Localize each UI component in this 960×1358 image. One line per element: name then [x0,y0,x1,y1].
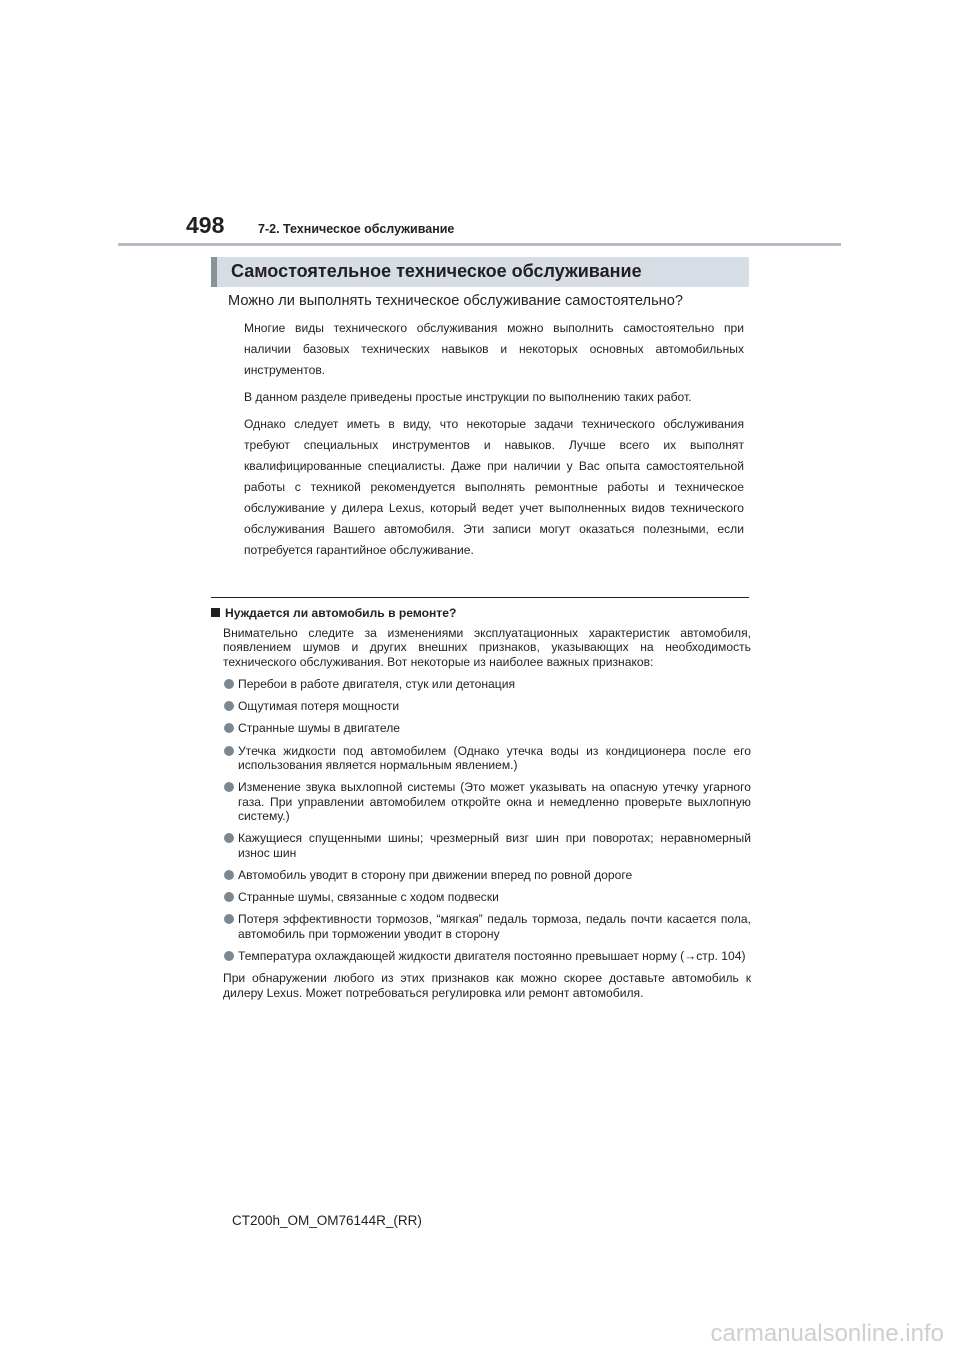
chapter-title: 7-2. Техническое обслуживание [258,222,455,236]
list-item [211,721,751,735]
list-item [211,744,751,773]
list-item [211,699,751,713]
list-item-text: Потеря эффективности тормозов, “мягкая” педаль тормоза, педаль почти касается пола, автомобиль при торможении уводит в сторону [238,912,751,941]
list-item-text: Утечка жидкости под автомобилем (Однако утечка воды из кондиционера после его использования является нормальным явлением.) [238,743,751,773]
intro-block [244,318,744,567]
list-item [211,677,751,691]
subsection-heading-text: Нуждается ли автомобиль в ремонте? [225,606,457,620]
repair-subsection [211,606,751,1000]
list-item-text: Изменение звука выхлопной системы (Это может указывать на опасную утечку угарного газа. При управлении автомобилем откройте окна и немедленно проверьте выхлопную систему.) [238,780,751,823]
footer-doc-code: CT200h_OM_OM76144R_(RR) [232,1213,422,1228]
page-number: 498 [186,212,225,238]
section-question: Можно ли выполнять техническое обслуживание самостоятельно? [228,293,683,309]
list-item [211,868,751,882]
intro-paragraph: В данном разделе приведены простые инструкции по выполнению таких работ. [244,390,692,404]
header-rule [118,243,841,246]
circle-bullet-icon [224,833,234,843]
list-item-text: Странные шумы в двигателе [238,721,400,736]
intro-paragraph: Многие виды технического обслуживания можно выполнить самостоятельно при наличии базовых технических навыков и некоторых основных автомобильных инструментов. [244,321,744,377]
circle-bullet-icon [224,892,234,902]
section-title: Самостоятельное техническое обслуживание [231,261,642,281]
circle-bullet-icon [224,679,234,689]
section-title-bar [211,257,749,287]
list-item-text: Ощутимая потеря мощности [238,699,400,714]
subsection-heading [211,606,751,620]
list-item-text: Автомобиль уводит в сторону при движении вперед по ровной дороге [238,867,633,882]
square-bullet-icon [211,608,220,617]
list-item-text: Температура охлаждающей жидкости двигателя постоянно превышает норму (→стр. 104) [238,949,746,964]
list-item-text: Перебои в работе двигателя, стук или детонация [238,676,516,691]
circle-bullet-icon [224,914,234,924]
list-item-text: Странные шумы, связанные с ходом подвески [238,890,499,905]
list-item [211,890,751,904]
subsection-outro: При обнаружении любого из этих признаков как можно скорее доставьте автомобиль к дилеру Lexus. Может потребоваться регулировка или ремонт автомобиля. [223,971,751,1000]
symptom-list [211,677,751,963]
circle-bullet-icon [224,951,234,961]
circle-bullet-icon [224,746,234,756]
subsection-intro: Внимательно следите за изменениями эксплуатационных характеристик автомобиля, появлением шумов и других внешних признаков, указывающих на необходимость технического обслуживания. Вот некоторые из наиболее важных признаков: [223,626,751,669]
circle-bullet-icon [224,870,234,880]
section-divider [211,597,749,598]
intro-paragraph: Однако следует иметь в виду, что некоторые задачи технического обслуживания требуют специальных инструментов и навыков. Лучше всего их выполнят квалифицированные специалисты. Даже при наличии у Вас опыта самостоятельной работы с техникой рекомендуется выполнять ремонтные работы и техническое обслуживание у дилера Lexus, который ведет учет выполненных видов технического обслуживания Вашего автомобиля. Эти записи могут оказаться полезными, если потребуется гарантийное обслуживание. [244,417,744,557]
circle-bullet-icon [224,782,234,792]
list-item [211,949,751,963]
list-item [211,780,751,823]
circle-bullet-icon [224,701,234,711]
circle-bullet-icon [224,723,234,733]
list-item [211,831,751,860]
list-item [211,912,751,941]
list-item-text: Кажущиеся спущенными шины; чрезмерный визг шин при поворотах; неравномерный износ шин [238,831,751,860]
watermark: carmanualsonline.info [710,1320,944,1347]
